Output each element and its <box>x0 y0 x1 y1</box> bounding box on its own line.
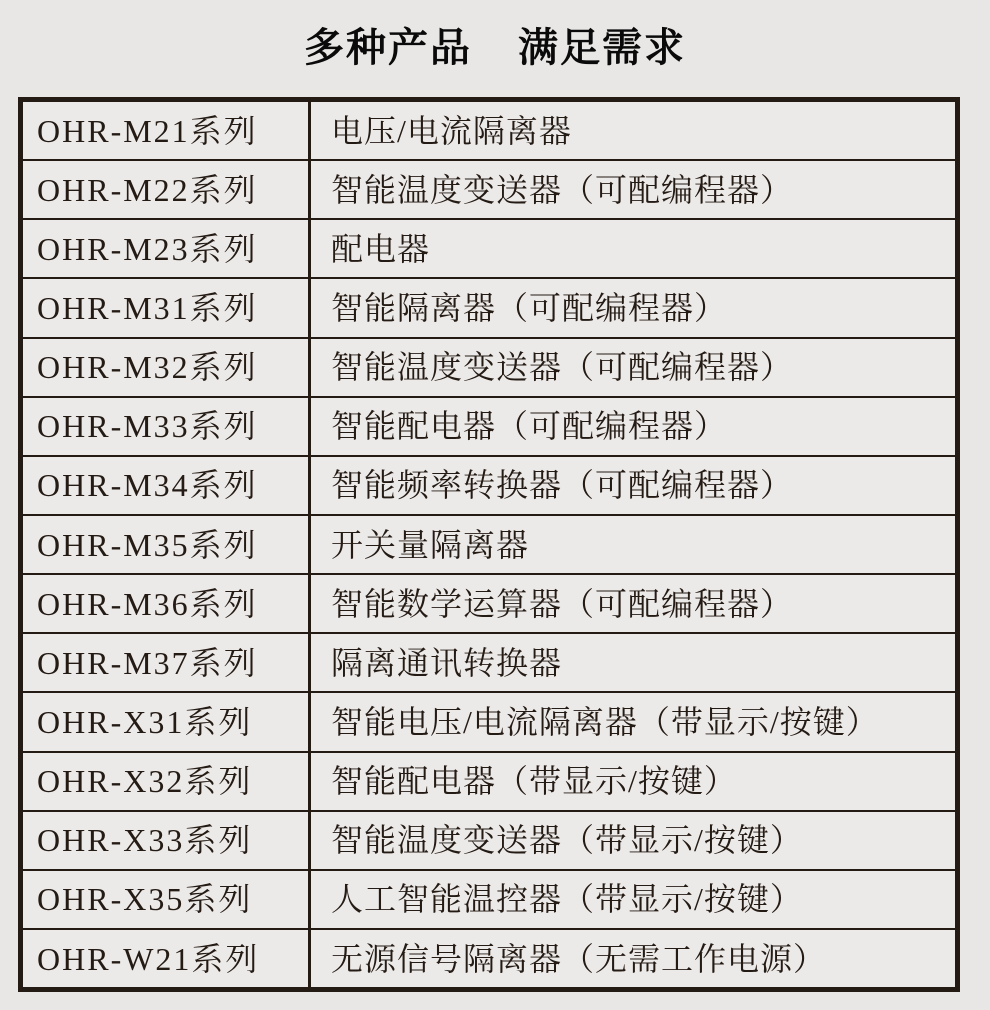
table-row <box>23 337 955 396</box>
table-row <box>23 102 955 159</box>
series-cell: OHR-X33系列 <box>23 812 311 869</box>
table-row <box>23 159 955 218</box>
description-cell: 无源信号隔离器（无需工作电源） <box>331 940 827 977</box>
series-cell: OHR-M23系列 <box>23 220 311 277</box>
description-cell: 智能电压/电流隔离器（带显示/按键） <box>331 703 879 740</box>
table-row <box>23 751 955 810</box>
table-row <box>23 455 955 514</box>
table-row <box>23 277 955 336</box>
page-title-part2: 满足需求 <box>518 26 686 70</box>
table-row <box>23 810 955 869</box>
table-row <box>23 928 955 987</box>
series-cell: OHR-W21系列 <box>23 930 311 987</box>
description-cell: 智能温度变送器（可配编程器） <box>331 349 794 386</box>
table-row <box>23 632 955 691</box>
series-cell: OHR-M37系列 <box>23 634 311 691</box>
table-row <box>23 573 955 632</box>
page-title-part1: 多种产品 <box>304 26 472 70</box>
description-cell: 智能配电器（可配编程器） <box>331 408 728 445</box>
description-cell: 智能温度变送器（可配编程器） <box>331 171 794 208</box>
description-cell: 智能数学运算器（可配编程器） <box>331 585 794 622</box>
series-cell: OHR-M36系列 <box>23 575 311 632</box>
series-cell: OHR-X32系列 <box>23 753 311 810</box>
series-cell: OHR-X31系列 <box>23 693 311 750</box>
description-cell: 智能温度变送器（带显示/按键） <box>331 822 803 859</box>
description-cell: 智能隔离器（可配编程器） <box>331 289 728 326</box>
description-cell: 智能配电器（带显示/按键） <box>331 763 737 800</box>
product-table <box>18 97 960 992</box>
table-row <box>23 218 955 277</box>
table-row <box>23 396 955 455</box>
table-row <box>23 691 955 750</box>
description-cell: 配电器 <box>331 230 431 267</box>
description-cell: 隔离通讯转换器 <box>331 644 563 681</box>
description-cell: 智能频率转换器（可配编程器） <box>331 467 794 504</box>
table-row <box>23 514 955 573</box>
series-cell: OHR-X35系列 <box>23 871 311 928</box>
description-cell: 电压/电流隔离器 <box>331 112 572 149</box>
series-cell: OHR-M32系列 <box>23 339 311 396</box>
series-cell: OHR-M21系列 <box>23 102 311 159</box>
series-cell: OHR-M35系列 <box>23 516 311 573</box>
table-row <box>23 869 955 928</box>
series-cell: OHR-M34系列 <box>23 457 311 514</box>
description-cell: 开关量隔离器 <box>331 526 530 563</box>
series-cell: OHR-M22系列 <box>23 161 311 218</box>
series-cell: OHR-M31系列 <box>23 279 311 336</box>
page-title <box>0 26 990 70</box>
series-cell: OHR-M33系列 <box>23 398 311 455</box>
description-cell: 人工智能温控器（带显示/按键） <box>331 881 803 918</box>
